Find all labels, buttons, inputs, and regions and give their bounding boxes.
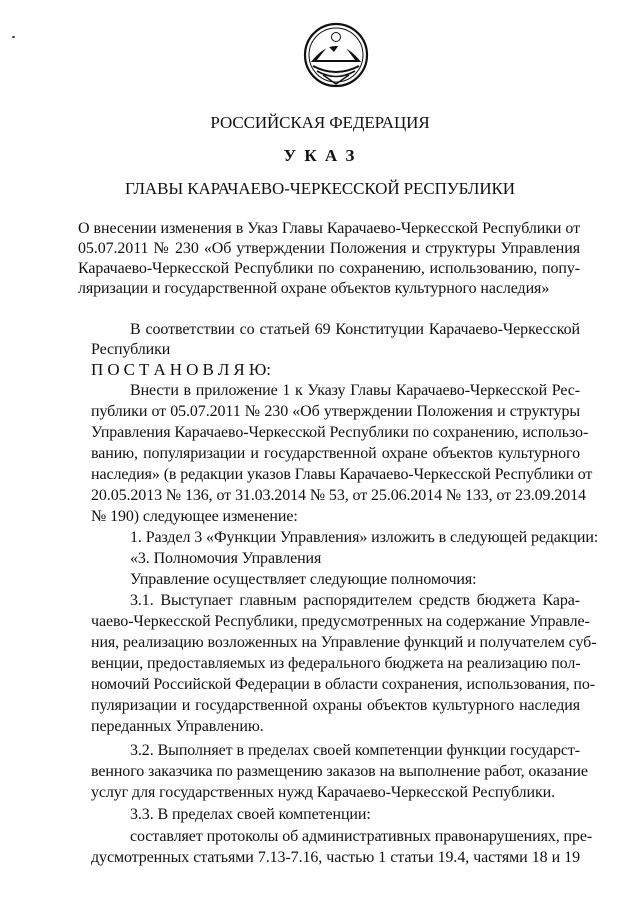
body-line: составляет протоколы об административных правонарушениях, пре- bbox=[130, 828, 593, 845]
body-line: ванию, популяризации и государственной охране объектов культурного bbox=[91, 445, 580, 462]
body-line: дусмотренных статьями 7.13-7.16, частью 1 статьи 19.4, частями 18 и 19 bbox=[91, 849, 580, 866]
title-line: Карачаево-Черкесской Республики по сохранению, использованию, попу- bbox=[78, 260, 580, 277]
authority-heading: ГЛАВЫ КАРАЧАЕВО-ЧЕРКЕССКОЙ РЕСПУБЛИКИ bbox=[125, 179, 515, 198]
body-line: Управление осуществляет следующие полномочия: bbox=[130, 571, 477, 588]
body-line: 3.2. Выполняет в пределах своей компетенции функции государст- bbox=[130, 742, 580, 759]
body-line: номочий Российской Федерации в области сохранения, использования, по- bbox=[91, 676, 595, 693]
body-line: венного заказчика по размещению заказов на выполнение работ, оказание bbox=[91, 763, 588, 780]
body-line: «3. Полномочия Управления bbox=[130, 550, 322, 567]
body-line: Управления Карачаево-Черкесской Республики по сохранению, использо- bbox=[91, 424, 589, 441]
body-line: венции, предоставляемых из федерального бюджета на реализацию пол- bbox=[91, 655, 581, 672]
body-line: Внести в приложение 1 к Указу Главы Карачаево-Черкесской Рес- bbox=[130, 382, 580, 399]
body-line: публики от 05.07.2011 № 230 «Об утверждении Положения и структуры bbox=[91, 403, 580, 420]
body-line: переданных Управлению. bbox=[91, 718, 264, 735]
body-line: Республики bbox=[91, 341, 171, 358]
body-line: пуляризации и государственной охраны объектов культурного наследия bbox=[91, 697, 580, 714]
decree-word: П О С Т А Н О В Л Я Ю: bbox=[91, 360, 271, 379]
title-line: 05.07.2011 № 230 «Об утверждении Положения и структуры Управления bbox=[78, 240, 580, 257]
body-line: 3.1. Выступает главным распорядителем средств бюджета Кара- bbox=[130, 592, 580, 609]
body-line: чаево-Черкесской Республики, предусмотренных на содержание Управле- bbox=[91, 613, 590, 630]
body-line: 20.05.2013 № 136, от 31.03.2014 № 53, от 25.06.2014 № 133, от 23.09.2014 bbox=[91, 487, 586, 504]
coat-of-arms-emblem bbox=[303, 22, 369, 88]
body-line: наследия» (в редакции указов Главы Карачаево-Черкесской Республики от bbox=[91, 466, 593, 483]
body-line: № 190) следующее изменение: bbox=[91, 508, 298, 525]
body-line: 3.3. В пределах своей компетенции: bbox=[130, 806, 371, 823]
body-line: ния, реализацию возложенных на Управление функций и получателем суб- bbox=[91, 634, 597, 651]
document-type-heading: У К А З bbox=[283, 146, 357, 165]
country-heading: РОССИЙСКАЯ ФЕДЕРАЦИЯ bbox=[210, 113, 430, 132]
body-line: 1. Раздел 3 «Функции Управления» изложить в следующей редакции: bbox=[130, 529, 599, 546]
body-line: В соответствии со статьей 69 Конституции Карачаево-Черкесской bbox=[130, 321, 580, 338]
title-line: ляризации и государственной охране объектов культурного наследия» bbox=[78, 280, 550, 297]
body-line: услуг для государственных нужд Карачаево-Черкесской Республики. bbox=[91, 784, 556, 801]
title-line: О внесении изменения в Указ Главы Карачаево-Черкесской Республики от bbox=[78, 220, 580, 237]
scan-speck bbox=[12, 36, 15, 38]
